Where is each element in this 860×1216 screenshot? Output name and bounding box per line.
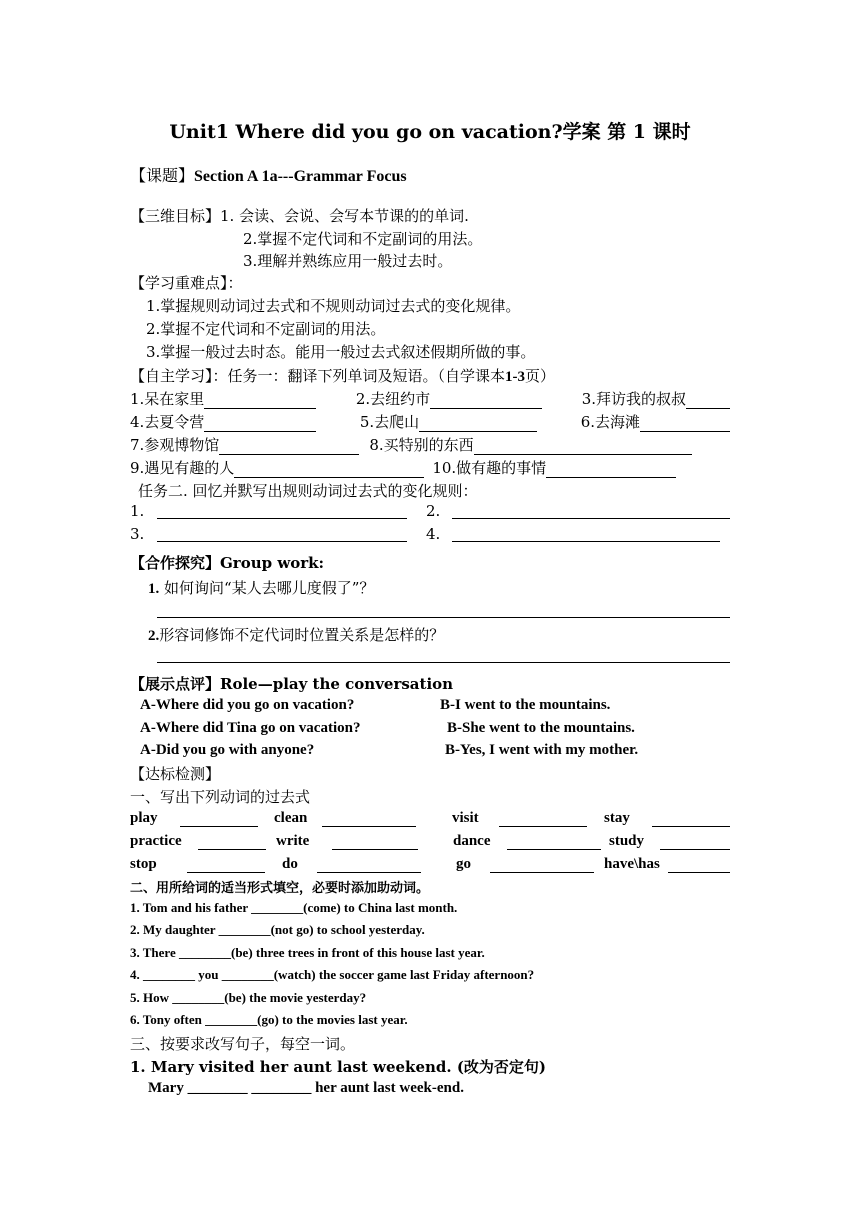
verb-stop-blank[interactable]: [187, 872, 265, 873]
phrase-row-3: [130, 434, 730, 455]
test-part2: 二、用所给词的适当形式填空，必要时添加助动词。: [130, 881, 430, 896]
goal-item-3: 3.理解并熟练应用一般过去时。: [243, 252, 453, 270]
phrase-5-text: 5.去爬山: [359, 413, 420, 431]
test-label: 【达标检测】: [130, 765, 221, 783]
verb-play: play: [130, 810, 158, 826]
verb-have-has-blank[interactable]: [668, 872, 730, 873]
phrase-10-text: 10.做有趣的事情: [432, 459, 547, 477]
phrase-1: [130, 388, 316, 409]
rewrite-answer: Mary ________ ________ her aunt last week-end.: [148, 1080, 464, 1096]
topic-value: Section A 1a---Grammar Focus: [194, 168, 407, 185]
phrase-9-text: 9.遇见有趣的人: [130, 459, 235, 477]
verb-clean: clean: [274, 810, 308, 826]
key-points-label: 【学习重难点】：: [130, 274, 243, 292]
goal-item-2: 2.掌握不定代词和不定副词的用法。: [243, 230, 483, 248]
phrase-4: [130, 411, 316, 432]
verb-do: do: [282, 856, 298, 872]
phrase-9-blank[interactable]: [234, 461, 424, 478]
rule-2-num: 2.: [426, 502, 441, 520]
fill-item-6: 6. Tony often ________(go) to the movies last year.: [130, 1012, 408, 1027]
verb-clean-blank[interactable]: [322, 826, 416, 827]
phrase-6-text: 6.去海滩: [580, 413, 640, 431]
verb-stop: stop: [130, 856, 157, 872]
page-title: Unit1 Where did you go on vacation?学案 第 1 课时: [169, 121, 691, 143]
verb-practice-blank[interactable]: [198, 849, 266, 850]
phrase-2-blank[interactable]: [430, 392, 542, 409]
verb-practice: practice: [130, 833, 182, 849]
goals-line-1: [130, 205, 469, 226]
role-line-1-b: B-I went to the mountains.: [440, 697, 611, 713]
goal-item-1: 1. 会读、会说、会写本节课的的单词.: [220, 207, 469, 225]
phrase-7: [130, 434, 359, 455]
phrase-3-text: 3.拜访我的叔叔: [581, 390, 686, 408]
verb-study: study: [609, 833, 645, 849]
group-q2-num: 2.: [148, 628, 160, 644]
role-line-3-b: B-Yes, I went with my mother.: [445, 742, 639, 758]
phrase-6: [581, 411, 730, 432]
task2-label: 任务二. 回忆并默写出规则动词过去式的变化规则：: [138, 482, 478, 500]
role-line-1-a: A-Where did you go on vacation?: [140, 697, 355, 713]
phrase-9: [130, 457, 424, 478]
group-q1-num: 1.: [148, 581, 160, 597]
fill-item-5: 5. How ________(be) the movie yesterday?: [130, 990, 367, 1005]
phrase-10-blank[interactable]: [546, 461, 676, 478]
group-q2-answer-line[interactable]: [157, 662, 730, 663]
rule-4-num: 4.: [426, 525, 441, 543]
phrase-10: [432, 457, 676, 478]
self-study-label-text: 【自主学习】：任务一：翻译下列单词及短语。（自学课本: [130, 367, 506, 385]
verb-write-blank[interactable]: [332, 849, 418, 850]
verb-stay: stay: [604, 810, 630, 826]
rewrite-question: 1. Mary visited her aunt last weekend. (改为否定句): [130, 1058, 547, 1076]
verb-have-has: have\has: [604, 856, 660, 872]
phrase-row-1: [130, 388, 730, 409]
rule-1-line[interactable]: [157, 518, 407, 519]
verb-play-blank[interactable]: [180, 826, 258, 827]
group-work-label: 【合作探究】Group work:: [130, 554, 325, 572]
verb-visit: visit: [452, 810, 479, 826]
verb-dance: dance: [453, 833, 491, 849]
fill-item-1: 1. Tom and his father ________(come) to China last month.: [130, 900, 458, 915]
verb-write: write: [276, 833, 310, 849]
phrase-3-blank[interactable]: [686, 392, 730, 409]
topic-label: 【课题】: [130, 166, 195, 185]
group-q2: [148, 624, 444, 645]
group-q1: [148, 577, 374, 598]
key-point-2: 2.掌握不定代词和不定副词的用法。: [146, 320, 386, 338]
test-part3: 三、按要求改写句子，每空一词。: [130, 1035, 356, 1053]
rule-4-line[interactable]: [452, 541, 720, 542]
phrase-row-2: [130, 411, 730, 432]
phrase-8-text: 8.买特别的东西: [369, 436, 474, 454]
rule-3-num: 3.: [130, 525, 145, 543]
phrase-7-text: 7.参观博物馆: [130, 436, 220, 454]
key-point-1: 1.掌握规则动词过去式和不规则动词过去式的变化规律。: [146, 297, 521, 315]
fill-item-3: 3. There ________(be) three trees in front of this house last year.: [130, 945, 485, 960]
fill-item-2: 2. My daughter ________(not go) to school yesterday.: [130, 922, 425, 937]
group-q2-text: 形容词修饰不定代词时位置关系是怎样的？: [159, 626, 445, 644]
rule-2-line[interactable]: [452, 518, 730, 519]
self-study-label-end: 页）: [525, 367, 556, 385]
verb-stay-blank[interactable]: [652, 826, 730, 827]
verb-dance-blank[interactable]: [507, 849, 601, 850]
phrase-5-blank[interactable]: [419, 415, 537, 432]
phrase-1-text: 1.呆在家里: [130, 390, 205, 408]
verb-go: go: [456, 856, 471, 872]
phrase-1-blank[interactable]: [204, 392, 316, 409]
verb-go-blank[interactable]: [490, 872, 594, 873]
phrase-8: [369, 434, 691, 455]
rule-3-line[interactable]: [157, 541, 407, 542]
role-play-label-text: 【展示点评】Role—play the conversation: [130, 675, 454, 693]
topic-line: [130, 163, 407, 186]
phrase-row-4: [130, 457, 730, 478]
phrase-5: [360, 411, 537, 432]
role-line-2-b: B-She went to the mountains.: [447, 720, 635, 736]
phrase-8-blank[interactable]: [474, 438, 692, 455]
self-study-label: [130, 365, 555, 386]
group-q1-text: 如何询问“某人去哪儿度假了”？: [164, 579, 375, 597]
phrase-4-text: 4.去夏令营: [130, 413, 205, 431]
phrase-2: [356, 388, 542, 409]
role-line-2-a: A-Where did Tina go on vacation?: [140, 720, 361, 736]
key-point-3: 3.掌握一般过去时态。能用一般过去式叙述假期所做的事。: [146, 343, 536, 361]
phrase-7-blank[interactable]: [219, 438, 359, 455]
goals-label: 【三维目标】: [130, 207, 221, 225]
role-play-label: [130, 673, 453, 694]
group-q1-answer-line[interactable]: [157, 617, 730, 618]
role-line-3-a: A-Did you go with anyone?: [140, 742, 315, 758]
rule-1-num: 1.: [130, 502, 145, 520]
verb-do-blank[interactable]: [317, 872, 421, 873]
fill-item-4: 4. ________ you ________(watch) the soccer game last Friday afternoon?: [130, 967, 535, 982]
verb-visit-blank[interactable]: [499, 826, 587, 827]
test-part1: 一、写出下列动词的过去式: [130, 788, 311, 806]
phrase-4-blank[interactable]: [204, 415, 316, 432]
phrase-6-blank[interactable]: [640, 415, 730, 432]
verb-study-blank[interactable]: [660, 849, 730, 850]
self-study-pages: 1-3: [505, 369, 526, 385]
phrase-2-text: 2.去纽约市: [355, 390, 431, 408]
phrase-3: [582, 388, 730, 409]
